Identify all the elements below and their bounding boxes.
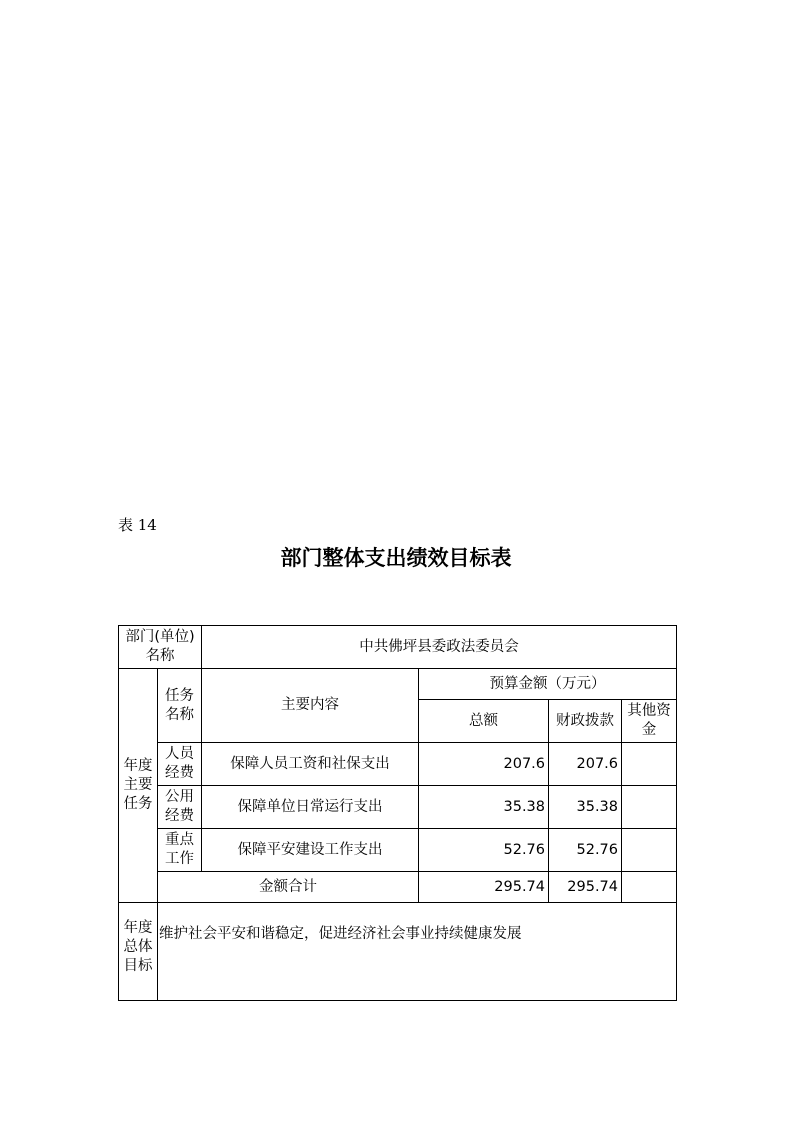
dept-label: 部门(单位)名称 (119, 626, 202, 669)
goal-label: 年度总体目标 (119, 903, 158, 1001)
fiscal-label: 财政拨款 (549, 700, 622, 743)
task-name-label: 任务名称 (158, 669, 202, 743)
task-total: 52.76 (419, 829, 549, 872)
task-total: 35.38 (419, 786, 549, 829)
sum-other (622, 872, 677, 903)
sum-fiscal: 295.74 (549, 872, 622, 903)
task-name: 人员经费 (158, 743, 202, 786)
task-content: 保障平安建设工作支出 (202, 829, 419, 872)
sum-row (119, 872, 677, 903)
total-label: 总额 (419, 700, 549, 743)
task-name: 重点工作 (158, 829, 202, 872)
other-label: 其他资金 (622, 700, 677, 743)
performance-target-table (118, 625, 677, 1001)
sum-total: 295.74 (419, 872, 549, 903)
table-row (119, 786, 677, 829)
task-content: 保障人员工资和社保支出 (202, 743, 419, 786)
goal-value: 维护社会平安和谐稳定，促进经济社会事业持续健康发展 (158, 903, 677, 1001)
task-other (622, 786, 677, 829)
task-total: 207.6 (419, 743, 549, 786)
dept-value: 中共佛坪县委政法委员会 (202, 626, 677, 669)
sum-label: 金额合计 (158, 872, 419, 903)
page-title: 部门整体支出绩效目标表 (280, 545, 512, 570)
table-row (119, 743, 677, 786)
task-fiscal: 35.38 (549, 786, 622, 829)
task-name: 公用经费 (158, 786, 202, 829)
content-label: 主要内容 (202, 669, 419, 743)
budget-label: 预算金额（万元） (419, 669, 677, 700)
table-number: 表 14 (118, 516, 157, 534)
task-other (622, 743, 677, 786)
task-other (622, 829, 677, 872)
annual-tasks-label: 年度主要任务 (119, 669, 158, 903)
task-fiscal: 207.6 (549, 743, 622, 786)
task-fiscal: 52.76 (549, 829, 622, 872)
table-row (119, 829, 677, 872)
task-content: 保障单位日常运行支出 (202, 786, 419, 829)
